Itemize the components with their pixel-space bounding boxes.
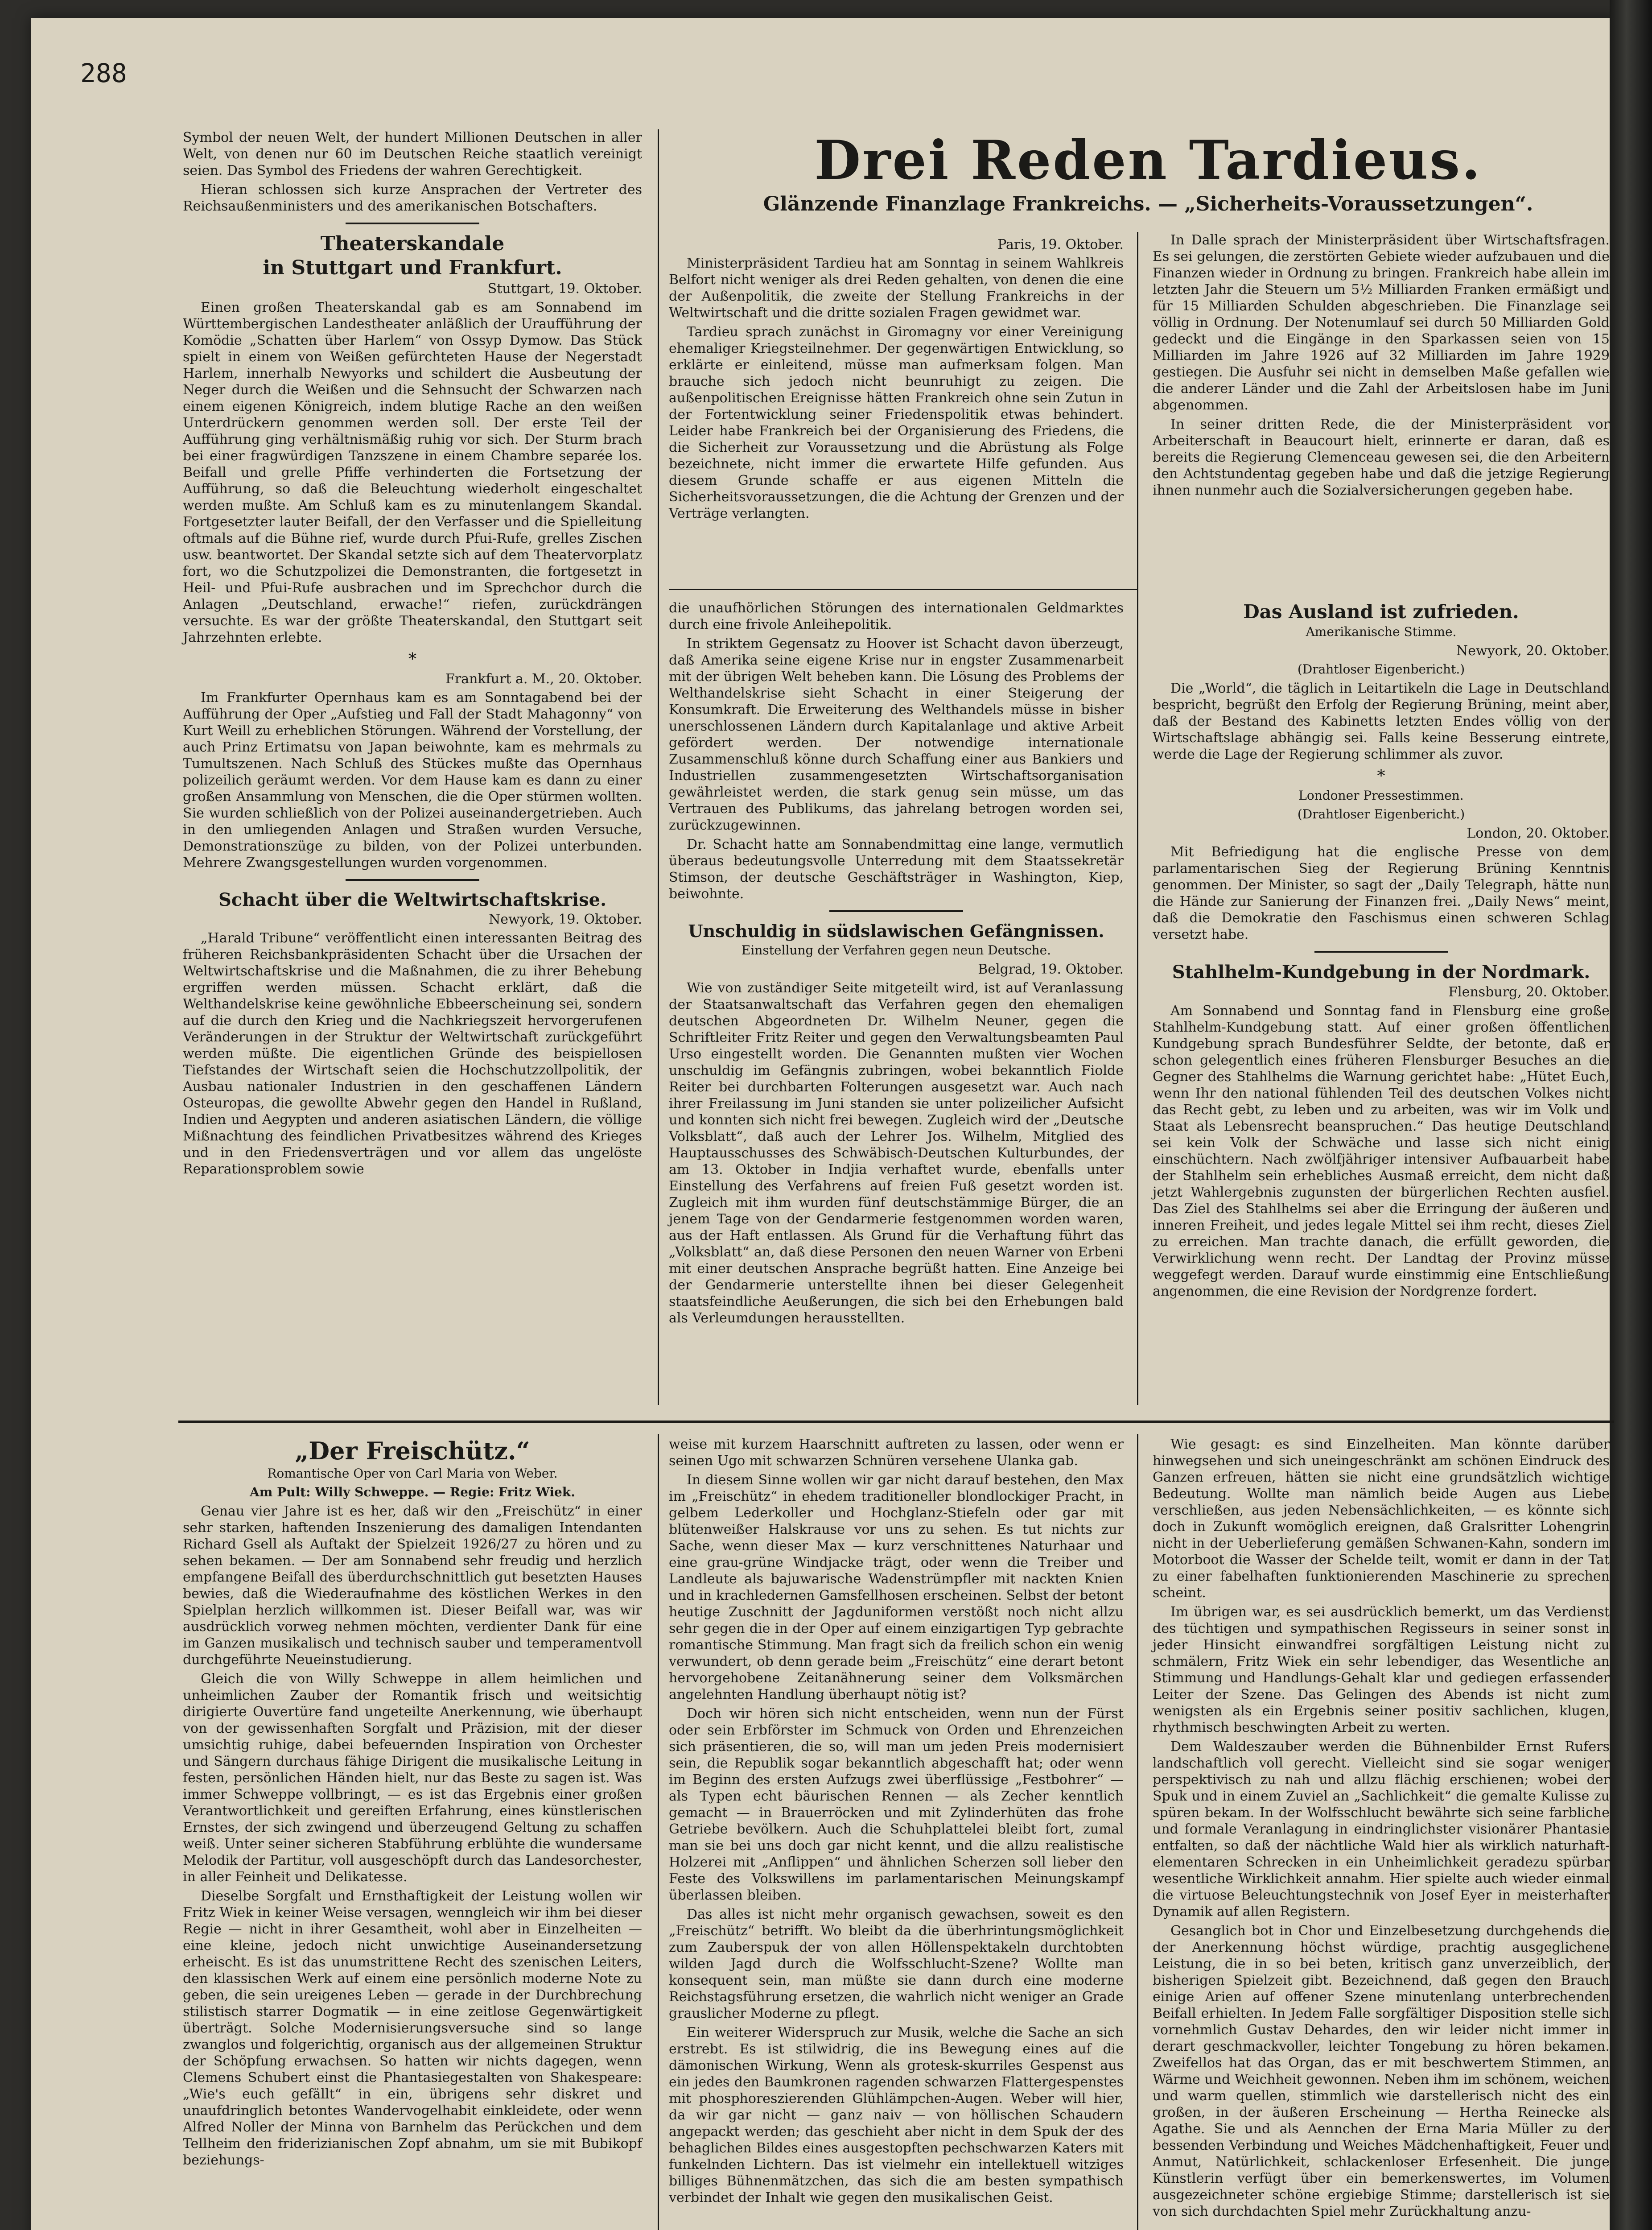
wire-note: (Drahtloser Eigenbericht.) xyxy=(1297,662,1465,677)
theater-headline: Theaterskandale xyxy=(320,232,505,255)
tardieu-article xyxy=(669,129,1627,217)
column-divider xyxy=(1137,232,1138,1405)
feuilleton-rule xyxy=(178,1421,1614,1423)
freischuetz-paragraph: Wie gesagt: es sind Einzelheiten. Man könnte darüber hinwegsehen und sich uneingeschränkt am schönen Eindruck des Ganzen erfreuen, hätten sie nicht eine grundsätzlich wichtige Bedeutung. Wollte man nämlich beide Augen aus Liebe verschließen, aus jeden Nebensächlichkeiten, — es könnte sich doch in Zukunft womöglich ereignen, daß Gralsritter Lohengrin nicht in der Ueberlieferung gemäßen Schwanen-Kahn, sondern im Motorboot die Wasser der Schelde teilt, womit er dann in der Tat zu einer fabelhaften funktionierenden Maschinerie zu sprechen scheint. xyxy=(1153,1437,1610,1601)
book-edge xyxy=(1610,0,1652,2230)
right-column xyxy=(1153,600,1610,1302)
dateline: Newyork, 20. Oktober. xyxy=(1456,643,1610,659)
tardieu-column-b xyxy=(1153,232,1610,501)
page-number: 288 xyxy=(80,58,127,88)
theater-paragraph: Einen großen Theaterskandal gab es am Sonnabend im Württembergischen Landestheater anläßlich der Uraufführung der Komödie „Schatten über Harlem“ von Ossyp Dymow. Das Stück spielt in einem von Weißen gefürchteten Hause der Negerstadt Harlem, innerhalb Newyorks und schildert die Ausbeutung der Neger durch die Weißen und die Sehnsucht der Schwarzen nach einem eigenen Königreich, indem blutige Rache an den weißen Unterdrückern genommen werden soll. Der erste Teil der Aufführung ging verhältnismäßig ruhig vor sich. Der Sturm brach bei einer fragwürdigen Tanzszene in einem Chambre separée los. Beifall und grelle Pfiffe verhinderten die Fortsetzung der Aufführung, so daß die Beleuchtung wiederholt eingeschaltet werden mußte. Am Schluß kam es zu minutenlangem Skandal. Fortgesetzter lauter Beifall, der den Verfasser und die Spielleitung oftmals auf die Bühne rief, wurde durch Pfui-Rufe, grelles Zischen usw. beantwortet. Der Skandal setzte sich auf dem Theatervorplatz fort, wo die Schutzpolizei die Demonstranten, die fortgesetzt in Heil- und Pfui-Rufe ausbrachen und im Sprechchor durch die Anlagen „Deutschland, erwache!“ riefen, zurückdrängen versuchte. Es war der größte Theaterskandal, den Stuttgart seit Jahrzehnten erlebte. xyxy=(183,300,642,645)
ausland-headline: Das Ausland ist zufrieden. xyxy=(1243,601,1519,623)
freischuetz-subheadline: Romantische Oper von Carl Maria von Weber. xyxy=(267,1466,558,1481)
middle-column xyxy=(669,600,1124,1329)
freischuetz-headline: „Der Freischütz.“ xyxy=(295,1437,530,1465)
schacht-paragraph: „Harald Tribune“ veröffentlicht einen interessanten Beitrag des früheren Reichsbankpräsidenten Schacht über die Ursachen der Weltwirtschaftskrise und die Maßnahmen, die zu ihrer Behebung ergriffen werden müssen. Schacht erklärt, daß die Welthandelskrise keine gewöhnliche Ebbeerscheinung sei, sondern auf die durch den Krieg und die Nachkriegszeit hervorgerufenen Veränderungen in der Struktur der Weltwirtschaft zurückgeführt werden müßte. Die eigentlichen Gründe des beispiellosen Tiefstandes der Wirtschaft seien die Hochschutzzollpolitik, der Ausbau nationaler Industrien in den geschaffenen Ländern Osteuropas, die gewollte Abwehr gegen den Handel in Rußland, Indien und Aegypten und anderen asiatischen Ländern, die völlige Mißnachtung des feindlichen Privatbesitzes während des Krieges und in den Friedensverträgen und vor allem das ungelöste Reparationsproblem sowie xyxy=(183,930,642,1177)
freischuetz-paragraph: Doch wir hören sich nicht entscheiden, wenn nun der Fürst oder sein Erbförster im Schmuck von Orden und Ehrenzeichen sich präsentieren, die so, will man um jeden Preis modernisiert sein, die Republik sogar bekanntlich abgeschafft hat; oder wenn im Beginn des ersten Aufzugs zwei überflüssige „Festbohrer“ — als Typen echt bäurischen Rennen — als Zecher kenntlich gemacht — in Brauerröcken und mit Zylinderhüten das frohe Getriebe bevölkern. Auch die Schuhplattelei bleibt fort, zumal man sie bei uns doch gar nicht kennt, und die allzu realistische Holzerei mit „Anflippen“ und ähnlichen Scherzen soll lieber den Feste des Volkswillens im parlamentarischen Meinungskampf überlassen bleiben. xyxy=(669,1706,1124,1903)
dateline: London, 20. Oktober. xyxy=(1467,826,1610,841)
freischuetz-paragraph: Gleich die von Willy Schweppe in allem heimlichen und unheimlichen Zauber der Romantik frisch und weitsichtig dirigierte Ouvertüre fand ungeteilte Anerkennung, wie überhaupt von der gewissenhaften Sorgfalt und Präzision, mit der dieser umsichtig ruhige, dabei befeuernden Inspiration von Orchester und Sängern durchaus fähige Dirigent die musikalische Leitung in festen, persönlichen Händen hielt, nur das Beste zu sagen ist. Was immer Schweppe vollbringt, — es ist das Ergebnis einer großen Verantwortlichkeit und gereiften Erfahrung, eines künstlerischen Ernstes, der sich zwingend und überzeugend Geltung zu schaffen weiß. Unter seiner sicheren Stabführung erblühte die wundersame Melodik der Partitur, voll ausgeschöpft durch das Landesorchester, in aller Feinheit und Delikatesse. xyxy=(183,1671,642,1885)
column-divider xyxy=(1137,1434,1138,2230)
stahlhelm-paragraph: Am Sonnabend und Sonntag fand in Flensburg eine große Stahlhelm-Kundgebung statt. Auf einer großen öffentlichen Kundgebung sprach Bundesführer Seldte, der betonte, daß er schon gelegentlich eines früheren Flensburger Besuches an die Gegner des Stahlhelms die Warnung gerichtet habe: „Hütet Euch, wenn Ihr den national fühlenden Teil des deutschen Volkes nicht das Recht gebt, zu leben und zu arbeiten, was wir im Volk und Staat als Lebensrecht beanspruchen.“ Das heutige Deutschland sei kein Volk der Schwäche und lasse sich nicht einig einschüchtern. Nach zwölfjähriger intensiver Aufbauarbeit habe der Stahlhelm sein erhebliches Ausmaß erreicht, dem nicht daß jetzt Wahlergebnis zugunsten der bürgerlichen Rechten ausfiel. Das Ziel des Stahlhelms sei aber die Erringung der äußeren und inneren Freiheit, und jedes legale Mittel sei ihm recht, dieses Ziel zu erreichen. Man trachte danach, die erfüllt geworden, die Verwirklichung wenn recht. Der Landtag der Provinz müsse weggefegt werden. Darauf wurde einstimmig eine Entschließung angenommen, die eine Revision der Nordgrenze fordert. xyxy=(1153,1003,1610,1299)
dateline: Stuttgart, 19. Oktober. xyxy=(487,281,642,297)
unschuldig-paragraph: Wie von zuständiger Seite mitgeteilt wird, ist auf Veranlassung der Staatsanwaltschaft das Verfahren gegen den ehemaligen deutschen Abgeordneten Dr. Wilhelm Neuner, gegen die Schriftleiter Fritz Reiter und gegen den Verwaltungsbeamten Paul Urso eingestellt worden. Die Genannten mußten vier Wochen unschuldig im Gefängnis zubringen, wobei bekanntlich Fiolde Reiter bei durchbarten Folterungen ausgesetzt war. Auch nach ihrer Freilassung im Juni standen sie unter polizeilicher Aufsicht und konnten sich nicht frei bewegen. Zugleich wird der „Deutsche Volksblatt“, daß auch der Lehrer Jos. Wilhelm, Mitglied des Hauptausschusses des Schwäbisch-Deutschen Kulturbundes, der am 13. Oktober in Indjia verhaftet wurde, ebenfalls unter Einstellung des Verfahrens auf freien Fuß gesetzt worden ist. Zugleich mit ihm wurden fünf deutschstämmige Bürger, die an jenem Tage von der Gendarmerie festgenommen worden waren, aus der Haft entlassen. Als Grund für die Verhaftung führt das „Volksblatt“ an, daß diese Personen den neuen Warner von Erbeni mit einer deutschen Ansprache begrüßt hatten. Eine Anzeige bei der Gendarmerie unterstellte ihnen bei dieser Gelegenheit staatsfeindliche Aeußerungen, die sich bei den Erhebungen bald als Verleumdungen herausstellten. xyxy=(669,980,1124,1326)
tardieu-paragraph: In seiner dritten Rede, die der Ministerpräsident vor Arbeiterschaft in Beaucourt hielt, erinnerte er daran, daß es bereits die Regierung Clemenceau gewesen sei, die den Arbeitern den Achtstundentag gegeben habe und daß die jetzige Regierung ihnen nunmehr auch die Sozialversicherungen gegeben habe. xyxy=(1153,417,1610,498)
left-column xyxy=(183,129,642,1180)
freischuetz-paragraph: weise mit kurzem Haarschnitt auftreten zu lassen, oder wenn er seinen Ugo mit schwarzen Schnüren versehene Ulanka gab. xyxy=(669,1437,1124,1469)
dateline: Newyork, 19. Oktober. xyxy=(489,912,642,927)
tardieu-paragraph: Tardieu sprach zunächst in Giromagny vor einer Vereinigung ehemaliger Kriegsteilnehmer. Der gegenwärtigen Entwicklung, so erklärte er einleitend, müsse man aufmerksam folgen. Man brauche sich jedoch nicht beunruhigt zu zeigen. Die außenpolitischen Ereignisse hätten Frankreich ohne sein Zutun in der Fortentwicklung seiner Friedenspolitik etwas behindert. Leider habe Frankreich bei der Organisierung des Friedens, die die Sicherheit zur Voraussetzung und die Abrüstung als Folge bezeichnete, nicht immer die erwartete Hilfe gefunden. Aus diesem Grunde schaffe er aus eigenen Mitteln die Sicherheitsvoraussetzungen, die die Achtung der Grenzen und der Verträge verlangten. xyxy=(669,324,1124,521)
section-rule xyxy=(346,879,479,881)
tardieu-subheadline: Glänzende Finanzlage Frankreichs. — „Sicherheits-Voraussetzungen“. xyxy=(763,193,1533,215)
stahlhelm-headline: Stahlhelm-Kundgebung in der Nordmark. xyxy=(1172,962,1590,983)
freischuetz-credits: Am Pult: Willy Schweppe. — Regie: Fritz Wiek. xyxy=(250,1485,575,1499)
schacht-continuation: In striktem Gegensatz zu Hoover ist Schacht davon überzeugt, daß Amerika seine eigene Krise nur in engster Zusammenarbeit mit der übrigen Welt beheben kann. Die Lösung des Problems der Welthandelskrise sieht Schacht in einer Steigerung der Konsumkraft. Die Erweiterung des Welthandels müsse in bisher unerschlossenen Ländern durch Kapitalanlage und aktive Arbeit gefördert werden. Der notwendige internationale Zusammenschluß könne durch Schaffung einer aus Bankiers und Industriellen zusammengesetzten Wirtschaftsorganisation gewährleistet werden, die stark genug sein müsse, um das Vertrauen des Publikums, das jahrelang betrogen worden sei, zurückzugewinnen. xyxy=(669,636,1124,833)
freischuetz-paragraph: Genau vier Jahre ist es her, daß wir den „Freischütz“ in einer sehr starken, haftenden Inszenierung des damaligen Intendanten Richard Gsell als Auftakt der Spielzeit 1926/27 zu hören und zu sehen bekamen. — Der am Sonnabend sehr freudig und herzlich empfangene Beifall des überdurchschnittlich gut besetzten Hauses bewies, daß die Wiederaufnahme des köstlichen Werkes in den Spielplan herzlich willkommen ist. Dieser Beifall war, was wir ausdrücklich vorweg nehmen möchten, verdienter Dank für eine im Ganzen musikalisch und technisch sauber und temperamentvoll durchgeführte Neueinstudierung. xyxy=(183,1503,642,1668)
freischuetz-paragraph: Das alles ist nicht mehr organisch gewachsen, soweit es den „Freischütz“ betrifft. Wo bleibt da die überhrintungsmöglichkeit zum Zauberspuk der von allen Höllenspektakeln durchtobten wilden Jagd durch die Wolfsschlucht-Szene? Wollte man konsequent sein, man müßte sie dann durch eine moderne Reichstagsführung ersetzen, die wahrlich nicht weniger an Grade grauslicher Moderne zu pflegt. xyxy=(669,1907,1124,2021)
intro-paragraph: Hieran schlossen sich kurze Ansprachen der Vertreter des Reichsaußenministers und des amerikanischen Botschafters. xyxy=(183,182,642,214)
schacht-headline: Schacht über die Weltwirtschaftskrise. xyxy=(218,889,607,910)
freischuetz-paragraph: Dem Waldeszauber werden die Bühnenbilder Ernst Rufers landschaftlich voll gerecht. Vielleicht sind sie sogar weniger perspektivisch zu nah und allzu flächig erschienen; wobei der Spuk und in einem Zuviel an „Sachlichkeit“ die gemalte Kulisse zu spüren bekam. In der Wolfsschlucht bewährte sich seine farbliche und formale Veranlagung in eindringlichster visionärer Phantasie entfalten, so daß der nächtliche Wald hier als wirklich naturhaft-elementaren Schrecken in ein Unheimlichkeit geradezu spürbar wesentliche Wirklichkeit annahm. Hier spielte auch wieder einmal die virtuose Beleuchtungstechnik von Josef Eyer in meisterhafter Dynamik auf allen Registern. xyxy=(1153,1739,1610,1920)
dateline: Frankfurt a. M., 20. Oktober. xyxy=(445,671,642,687)
freischuetz-column-1 xyxy=(183,1436,642,2171)
freischuetz-paragraph: Dieselbe Sorgfalt und Ernsthaftigkeit der Leistung wollen wir Fritz Wiek in keiner Weise versagen, wenngleich wir ihm bei dieser Regie — nicht in ihrer Gesamtheit, wohl aber in Einzelheiten — eine kleine, jedoch nicht unwichtige Auseinandersetzung erheischt. Es ist das unumstrittene Recht des szenischen Leiters, den klassischen Werk auf einem eine persönlich moderne Note zu geben, die sein ureigenes Leben — gerade in der Durchbrechung stilistisch starrer Dogmatik — in eine zeitlose Gegenwärtigkeit überträgt. Solche Modernisierungsversuche sind so lange zwanglos und folgerichtig, organisch aus der allgemeinen Struktur der Schöpfung erwachsen. So hatten wir nichts dagegen, wenn Clemens Schubert einst die Phantasiegestalten von Shakespeare: „Wie's euch gefällt“ in ein, übrigens sehr diskret und unaufdringlich betontes Wandervogelhabit einkleidete, oder wenn Alfred Noller der Minna von Barnhelm das Perückchen und dem Tellheim den friderizianischen Zopf abnahm, um sie mit Bubikopf beziehungs- xyxy=(183,1888,642,2168)
unschuldig-subheadline: Einstellung der Verfahren gegen neun Deutsche. xyxy=(741,943,1051,958)
freischuetz-paragraph: Ein weiterer Widerspruch zur Musik, welche die Sache an sich erstrebt. Es ist stilwidrig, die ins Bewegung eines auf die dämonischen Wirkung, Wenn als grotesk-skurriles Gespenst aus ein jedes den Baumkronen ragenden schwarzen Flattergespenstes mit phosphoreszierenden Glühlämpchen-Augen. Weber will hier, da wir gar nicht — ganz naiv — von höllischen Schaudern angepackt werden; das geschieht aber nicht in dem Spuk der des behaglichen Bildes eines ausgestopften pechschwarzen Katers mit funkelnden Lichtern. Das ist vielmehr ein intellektuell witziges billiges Bühnenmätzchen, das sich die am besten sympathisch verbindet der Inhalt wie gegen den musikalischen Geist. xyxy=(669,2025,1124,2205)
freischuetz-paragraph: In diesem Sinne wollen wir gar nicht darauf bestehen, den Max im „Freischütz“ in ehedem traditioneller blondlockiger Pracht, in gelbem Lederkoller und Hochglanz-Stiefeln oder gar mit blütenweißer Halskrause vor uns zu sehen. Es tut nichts zur Sache, wenn dieser Max — kurz verschnittenes Naturhaar und eine grau-grüne Windjacke trägt, oder wenn die Treiber und Landleute als bajuwarische Wadenstrümpfler mit nackten Knien und in krachledernen Gamsfellhosen erscheinen. Selbst der betont heutige Zuschnitt der Jagduniformen verstößt noch nicht allzu sehr gegen die in der Oper auf einem einzigartigen Typ gebrachte romantische Stimmung. Man fragt sich da freilich schon ein wenig verwundert, ob denn gerade beim „Freischütz“ eine derart betont hervorgehobene Zeitanähnerung seiner dem Volksmärchen angelehnten Handlung überhaupt nötig ist? xyxy=(669,1472,1124,1702)
tardieu-column-a xyxy=(669,236,1124,524)
dateline: Belgrad, 19. Oktober. xyxy=(978,962,1124,977)
theater-headline-2: in Stuttgart und Frankfurt. xyxy=(263,256,562,279)
freischuetz-column-2 xyxy=(669,1436,1124,2209)
schacht-continuation: die unaufhörlichen Störungen des internationalen Geldmarktes durch eine frivole Anleihepolitik. xyxy=(669,600,1124,632)
dateline: Paris, 19. Oktober. xyxy=(997,237,1124,252)
column-divider xyxy=(658,129,659,1405)
section-rule xyxy=(1314,951,1448,953)
tardieu-headline: Drei Reden Tardieus. xyxy=(814,129,1482,192)
freischuetz-paragraph: Im übrigen war, es sei ausdrücklich bemerkt, um das Verdienst des tüchtigen und sympathischen Regisseurs in seiner sonst in jeder Hinsicht einwandfrei sorgfältigen Leistung nicht zu schmälern, Fritz Wiek ein sehr lebendiger, das Wesentliche an Stimmung und Handlungs-Gehalt klar und gediegen erfassender Leiter der Szene. Das Gelingen des Abends ist nicht zum wenigsten als ein Ergebnis seiner positiv sachlichen, klugen, rhythmisch beschwingten Arbeit zu werten. xyxy=(1153,1604,1610,1735)
separator-star: * xyxy=(1377,767,1385,785)
section-rule xyxy=(669,589,1137,590)
freischuetz-paragraph: Gesanglich bot in Chor und Einzelbesetzung durchgehends die der Anerkennung höchst würdige, prachtig ausgeglichene Leistung, die in so bei beten, kritisch ganz unverzeiblich, der bisherigen Spielzeit gibt. Bezeichnend, daß gegen den Brauch einige Arien auf offener Szene minutenlang unterbrechenden Beifall erhielten. In Jedem Falle sorgfältiger Disposition stelle sich vornehmlich Gustav Dehardes, den wir leider nicht immer in derart geschmackvoller, leichter Tongebung zu hören bekamen. Zweifellos hat das Organ, das er mit beschwertem Stimmen, an Wärme und Weichheit gewonnen. Neben ihm im schönem, weichen und warm quellen, stimmlich wie darstellerisch nicht des ein großen, in der äußeren Erscheinung — Hertha Reinecke als Agathe. Sie und als Aennchen der Erna Maria Müller zu der bessenden Verbindung und Weiches Mädchenhaftigkeit, Feuer und Anmut, Natürlichkeit, schlackenloser Erfesenheit. Die junge Künstlerin verfügt über ein bemerkenswertes, im Volumen ausgezeichneter schöne ergiebige Stimme; darstellerisch ist sie von sich durchdachten Spiel mehr Zurückhaltung anzu- xyxy=(1153,1923,1610,2219)
freischuetz-column-3 xyxy=(1153,1436,1610,2222)
schacht-continuation: Dr. Schacht hatte am Sonnabendmittag eine lange, vermutlich überaus bedeutungsvolle Unterredung mit dem Staatssekretär Stimson, der deutsche Geschäftsträger in Washington, Kiep, beiwohnte. xyxy=(669,837,1124,902)
unschuldig-headline: Unschuldig in südslawischen Gefängnissen. xyxy=(688,921,1104,941)
ausland-subheadline-2: Londoner Pressestimmen. xyxy=(1298,788,1464,803)
ausland-paragraph: Mit Befriedigung hat die englische Presse von dem parlamentarischen Sieg der Regierung Brüning Kenntnis genommen. Der Minister, so sagt der „Daily Telegraph, hätte nun die Hände zur Sanierung der Finanzen frei. „Daily News“ meint, daß die Demokratie den Faschismus einen schweren Schlag versetzt habe. xyxy=(1153,844,1610,942)
ausland-paragraph: Die „World“, die täglich in Leitartikeln die Lage in Deutschland bespricht, begrüßt den Erfolg der Regierung Brüning, meint aber, daß der Bestand des Kabinetts letzten Endes völlig von der Wirtschaftslage abhängig sei. Falls keine Besserung eintrete, werde die Lage der Regierung schlimmer als zuvor. xyxy=(1153,681,1610,762)
wire-note: (Drahtloser Eigenbericht.) xyxy=(1297,807,1465,822)
tardieu-paragraph: Ministerpräsident Tardieu hat am Sonntag in seinem Wahlkreis Belfort nicht weniger als drei Reden gehalten, von denen die eine der Außenpolitik, die zweite der Stellung Frankreichs in der Weltwirtschaft und die dritte sozialen Fragen gewidmet war. xyxy=(669,256,1124,321)
section-rule xyxy=(829,910,963,912)
intro-paragraph: Symbol der neuen Welt, der hundert Millionen Deutschen in aller Welt, von denen nur 60 im Deutschen Reiche staatlich vereinigt seien. Das Symbol des Friedens der wahren Gerechtigkeit. xyxy=(183,130,642,178)
dateline: Flensburg, 20. Oktober. xyxy=(1448,984,1610,1000)
tardieu-paragraph: In Dalle sprach der Ministerpräsident über Wirtschaftsfragen. Es sei gelungen, die zerstörten Gebiete wieder aufzubauen und die Finanzen wieder in Ordnung zu bringen. Frankreich habe allein im letzten Jahr die Steuern um 5½ Milliarden Franken ermäßigt und für 15 Milliarden Schulden abgeschrieben. Die Finanzlage sei völlig in Ordnung. Der Notenumlauf sei durch 50 Milliarden Gold gedeckt und die Eingänge in den Sparkassen seien von 15 Milliarden im Jahre 1926 auf 32 Milliarden im Jahre 1929 gestiegen. Die Ausfuhr sei nicht in demselben Maße gefallen wie die anderer Länder und die Zahl der Arbeitslosen habe im Juni abgenommen. xyxy=(1153,232,1610,413)
ausland-subheadline: Amerikanische Stimme. xyxy=(1306,624,1457,639)
separator-star: * xyxy=(408,650,416,669)
column-divider xyxy=(658,1434,659,2230)
theater-paragraph: Im Frankfurter Opernhaus kam es am Sonntagabend bei der Aufführung der Oper „Aufstieg und Fall der Stadt Mahagonny“ von Kurt Weill zu erheblichen Störungen. Während der Vorstellung, der auch Prinz Ertimatsu von Japan beiwohnte, kam es mehrmals zu Tumultszenen. Nach Schluß des Stückes mußte das Opernhaus polizeilich geräumt werden. Vor dem Hause kam es dann zu einer großen Ansammlung von Menschen, die die Oper stürmen wollten. Sie wurden schließlich von der Polizei auseinandergetrieben. Auch in den umliegenden Anlagen und Straßen wurden Versuche, Demonstrationszüge zu bilden, von der Polizei unterbunden. Mehrere Zwangsgestellungen wurden vorgenommen. xyxy=(183,690,642,871)
section-rule xyxy=(346,223,479,224)
